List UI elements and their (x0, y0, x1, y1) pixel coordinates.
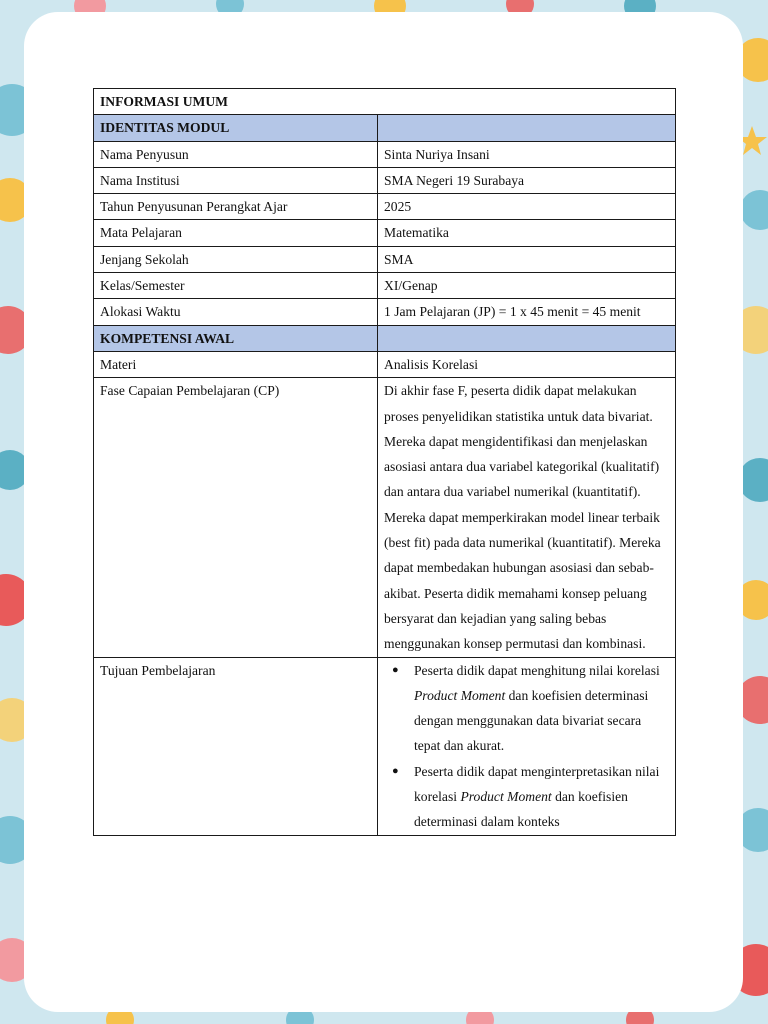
list-item-text: Peserta didik dapat menginterpretasikan nilai korelasi (414, 763, 660, 805)
table-row (94, 325, 676, 351)
field-value-cell: Sinta Nuriya Insani (378, 141, 676, 167)
table-row (94, 115, 676, 141)
field-label-cell: Tujuan Pembelajaran (94, 657, 378, 835)
field-value-cell: 1 Jam Pelajaran (JP) = 1 x 45 menit = 45 menit (378, 299, 676, 325)
field-value-cell: SMA (378, 246, 676, 272)
list-item (392, 658, 669, 759)
table-row (94, 657, 676, 835)
table-row (94, 194, 676, 220)
field-label-cell: Mata Pelajaran (94, 220, 378, 246)
table-row (94, 220, 676, 246)
field-value-cell: Analisis Korelasi (378, 351, 676, 377)
table-row (94, 378, 676, 657)
list-item-text: dan koefisien determinasi dalam konteks (414, 789, 628, 830)
list-item (392, 759, 669, 835)
field-label-cell: Nama Penyusun (94, 141, 378, 167)
field-value-cell: SMA Negeri 19 Surabaya (378, 167, 676, 193)
list-item-italic: Product Moment (414, 687, 506, 703)
list-item-italic: Product Moment (460, 789, 552, 805)
section-header-value-cell (378, 115, 676, 141)
table-row (94, 167, 676, 193)
table-row (94, 141, 676, 167)
table-row (94, 89, 676, 115)
tujuan-list (384, 658, 669, 835)
table-row (94, 299, 676, 325)
list-item-text: Peserta didik dapat menghitung nilai korelasi (414, 662, 660, 678)
section-header-cell: IDENTITAS MODUL (94, 115, 378, 141)
field-label-cell: Kelas/Semester (94, 273, 378, 299)
section-header-cell: KOMPETENSI AWAL (94, 325, 378, 351)
table-row (94, 273, 676, 299)
field-value-cell: XI/Genap (378, 273, 676, 299)
bullet-icon: ● (392, 663, 399, 676)
field-value-cell: Matematika (378, 220, 676, 246)
bullet-icon: ● (392, 764, 399, 777)
title-cell: INFORMASI UMUM (94, 89, 676, 115)
field-label-cell: Jenjang Sekolah (94, 246, 378, 272)
field-label-cell: Alokasi Waktu (94, 299, 378, 325)
section-header-value-cell (378, 325, 676, 351)
list-item-text: dan koefisien determinasi dengan menggunakan data bivariat secara tepat dan akurat. (414, 687, 649, 754)
field-value-cell: Di akhir fase F, peserta didik dapat melakukan proses penyelidikan statistika untuk data bivariat. Mereka dapat mengidentifikasi dan menjelaskan asosiasi antara dua variabel kategorikal (kualitatif) dan antara dua variabel numerikal (kuantitatif). Mereka dapat memperkirakan model linear terbaik (best fit) pada data numerikal (kuantitatif). Mereka dapat membedakan hubungan asosiasi dan sebab-akibat. Peserta didik memahami konsep peluang bersyarat dan kejadian yang saling bebas menggunakan konsep permutasi dan kombinasi. (378, 378, 676, 657)
field-label-cell: Tahun Penyusunan Perangkat Ajar (94, 194, 378, 220)
modul-info-table (93, 88, 676, 836)
table-row (94, 246, 676, 272)
field-label-cell: Materi (94, 351, 378, 377)
field-value-cell (378, 657, 676, 835)
field-value-cell: 2025 (378, 194, 676, 220)
field-label-cell: Fase Capaian Pembelajaran (CP) (94, 378, 378, 657)
table-row (94, 351, 676, 377)
field-label-cell: Nama Institusi (94, 167, 378, 193)
